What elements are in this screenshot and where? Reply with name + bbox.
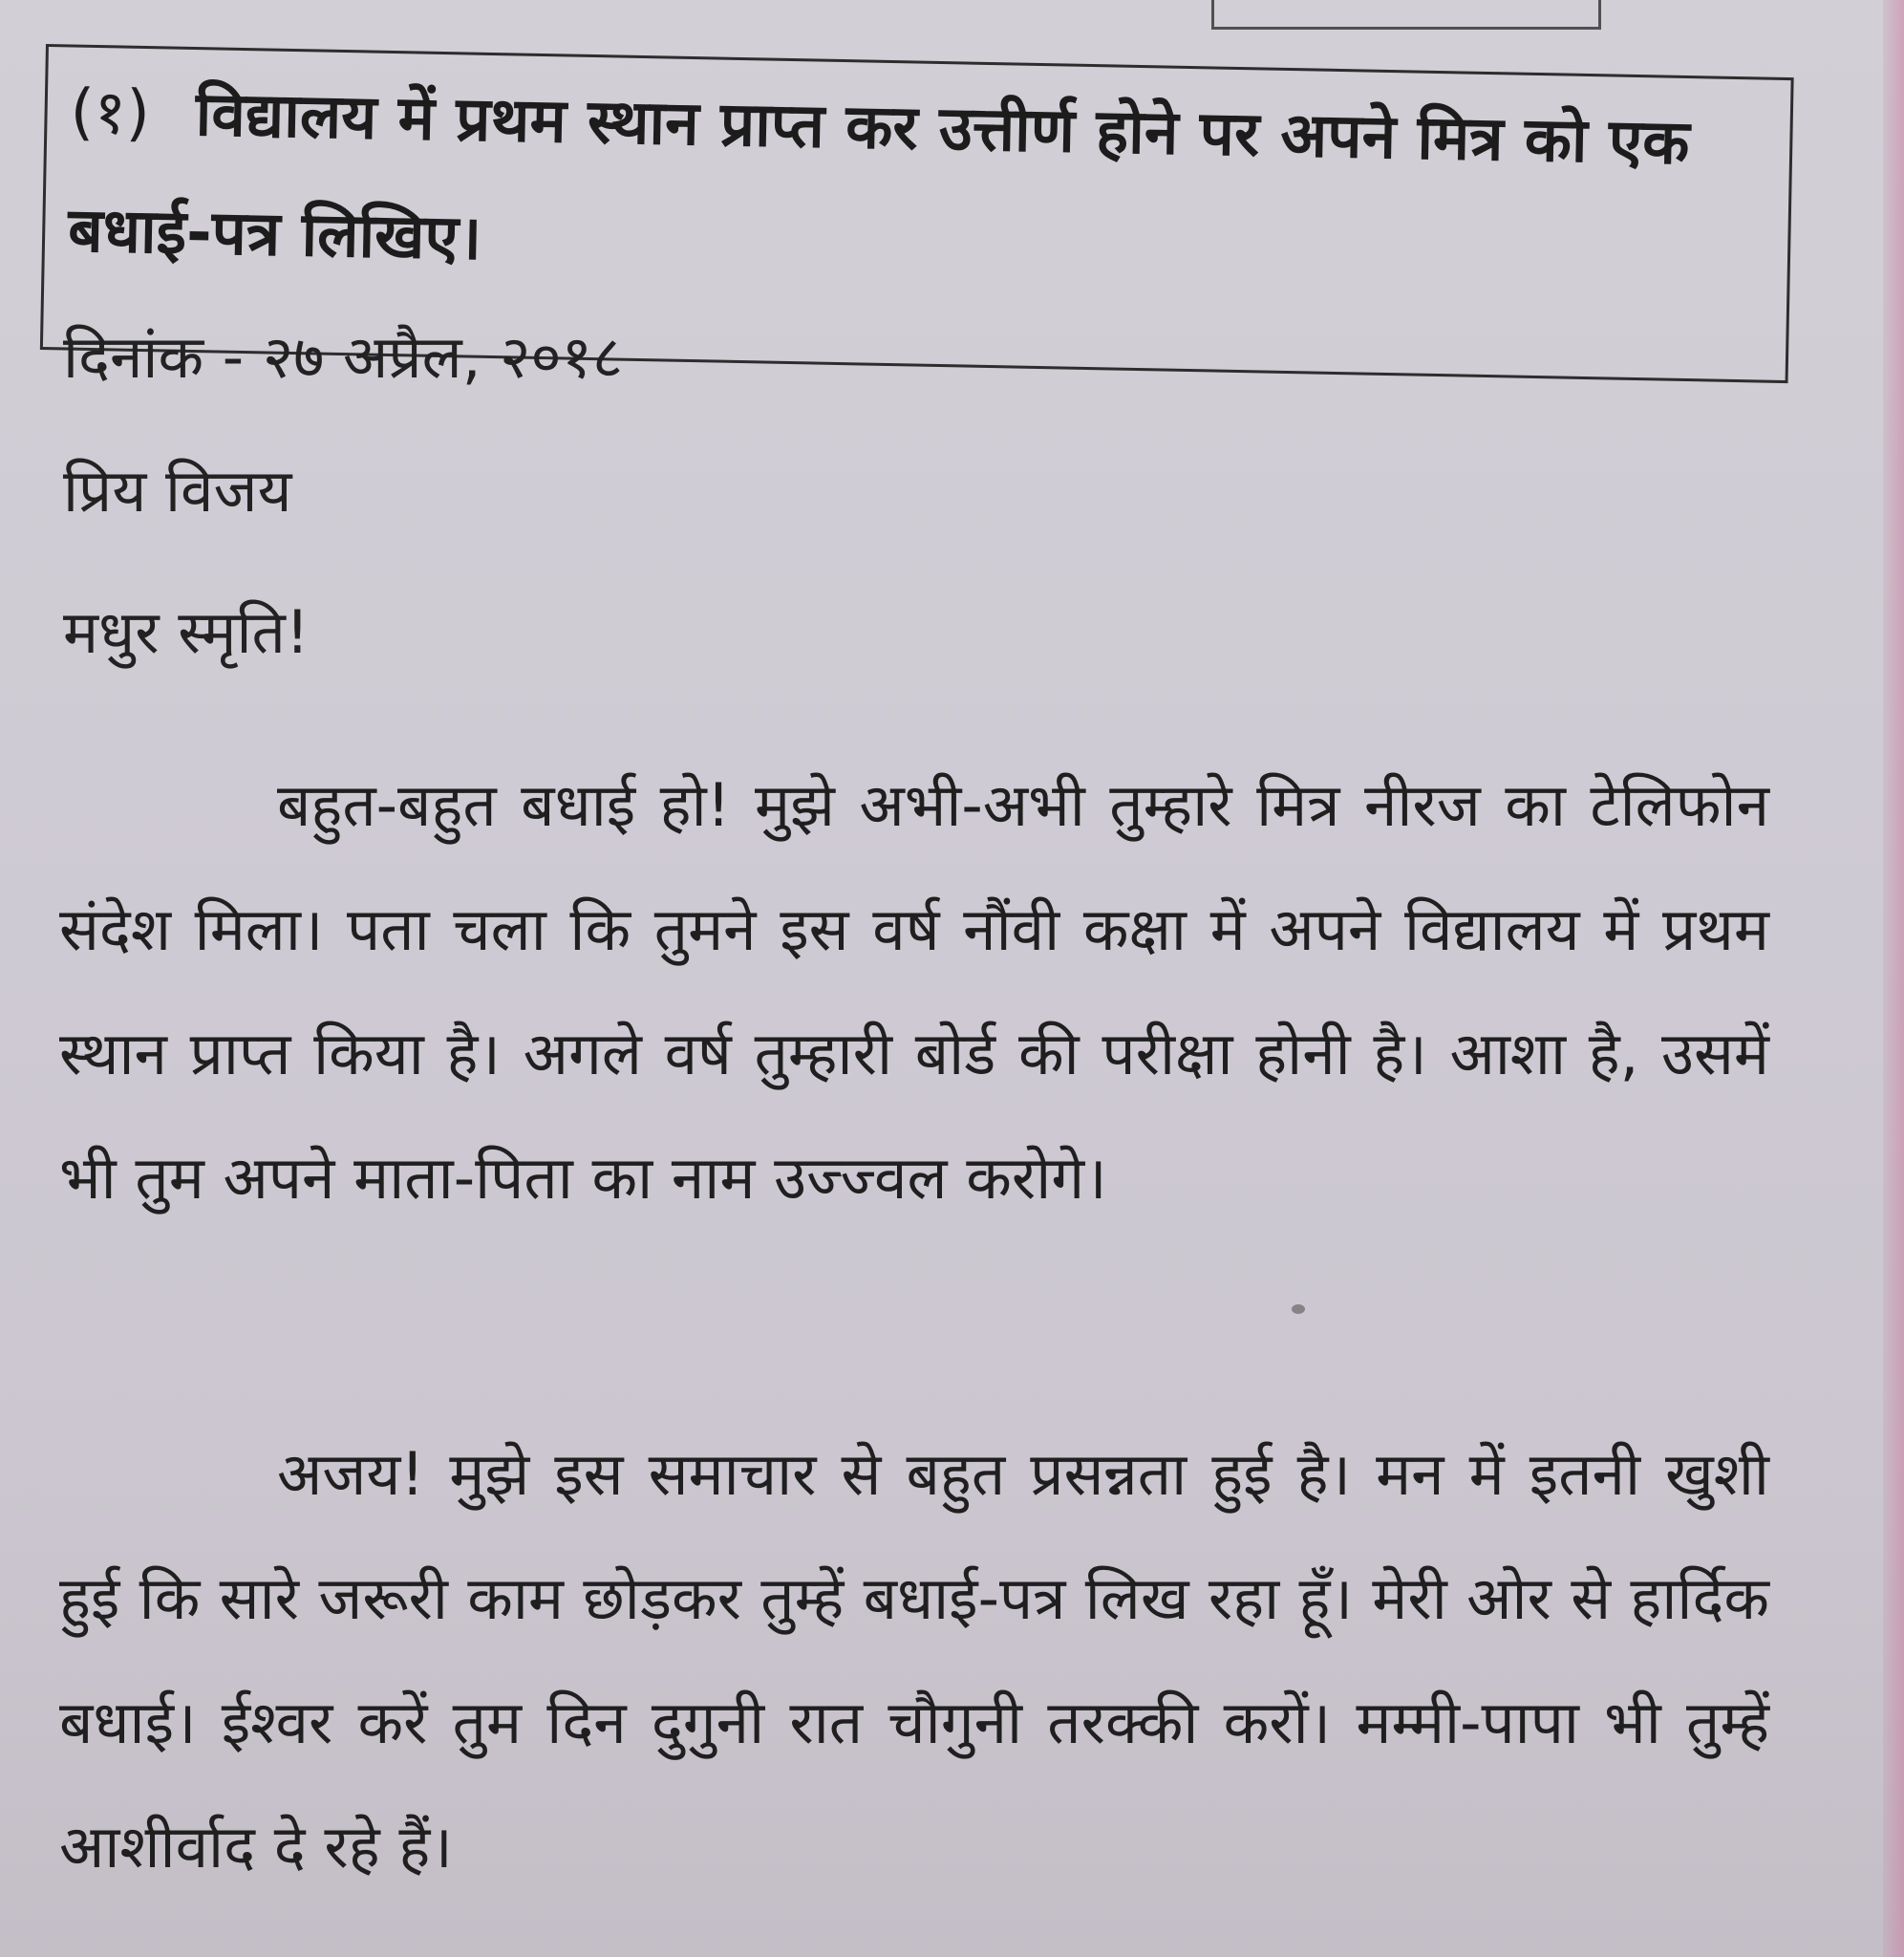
previous-box-edge	[1211, 0, 1601, 30]
letter-paragraph: बहुत-बहुत बधाई हो! मुझे अभी-अभी तुम्हारे मित्र नीरज का टेलिफोन संदेश मिला। पता चला कि तुमने इस वर्ष नौंवी कक्षा में अपने विद्यालय में प्रथम स्थान प्राप्त किया है। अगले वर्ष तुम्हारी बोर्ड की परीक्षा होनी है। आशा है, उसमें भी तुम अपने माता-पिता का नाम उज्ज्वल करोगे।	[59, 770, 1769, 1213]
question-text	[67, 54, 1781, 323]
letter-date: दिनांक - २७ अप्रैल, २०१८	[63, 322, 624, 392]
letter-greeting: मधुर स्मृति!	[63, 597, 310, 667]
letter-salutation: प्रिय विजय	[63, 456, 292, 526]
ink-smudge	[1292, 1304, 1305, 1314]
question-body: विद्यालय में प्रथम स्थान प्राप्त कर उत्तीर्ण होने पर अपने मित्र को एक बधाई-पत्र लिखिए।	[67, 79, 1691, 274]
question-number: (१)	[69, 76, 151, 150]
page-edge-shadow	[1883, 0, 1904, 1957]
letter-paragraph: अजय! मुझे इस समाचार से बहुत प्रसन्नता हुई है। मन में इतनी खुशी हुई कि सारे जरूरी काम छोड़कर तुम्हें बधाई-पत्र लिख रहा हूँ। मेरी ओर से हार्दिक बधाई। ईश्वर करें तुम दिन दुगुनी रात चौगुनी तरक्की करों। मम्मी-पापा भी तुम्हें आशीर्वाद दे रहे हैं।	[59, 1439, 1769, 1882]
